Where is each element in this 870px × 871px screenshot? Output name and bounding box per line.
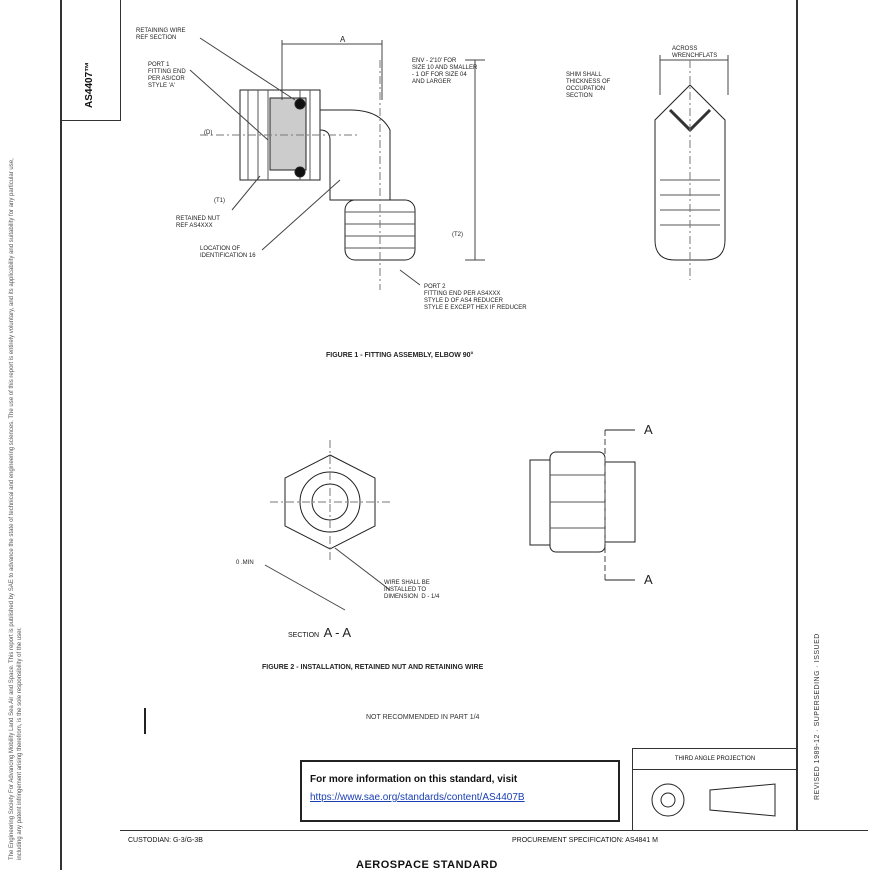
fig2-arrow-label-bottom: A: [644, 572, 653, 587]
fig1-label-location: LOCATION OF IDENTIFICATION 16: [200, 246, 256, 259]
fig1-label-t1: (T1): [214, 198, 225, 204]
fig1-label-t2: (T2): [452, 232, 463, 238]
fig2-centerlines: [270, 440, 390, 560]
fig2-label-dim: 0 .MIN: [236, 560, 254, 566]
fig1-end-threads: [660, 180, 720, 225]
projection-title: THIRD ANGLE PROJECTION: [633, 749, 797, 770]
fig2-leaders: [265, 548, 390, 610]
fig2-side-flats: [550, 475, 605, 528]
note-not-recommended: NOT RECOMMENDED IN PART 1/4: [366, 714, 480, 721]
fig2-label-wire-shall: WIRE SHALL BE INSTALLED TO DIMENSION D - 1/4: [384, 580, 440, 600]
figure1-caption: FIGURE 1 - FITTING ASSEMBLY, ELBOW 90°: [326, 352, 474, 359]
aerospace-standard-title: AEROSPACE STANDARD: [356, 859, 498, 871]
figure2-caption: FIGURE 2 - INSTALLATION, RETAINED NUT AND RETAINING WIRE: [262, 664, 484, 671]
fig2-side-left: [530, 460, 550, 545]
doc-number: AS4407™: [84, 61, 95, 108]
fig1-label-retaining-wire: RETAINING WIRE REF SECTION: [136, 28, 186, 41]
more-info-text: For more information on this standard, visit: [310, 774, 518, 785]
fig2-side-right: [605, 462, 635, 542]
fig1-label-port1: PORT 1 FITTING END PER AS/COR STYLE 'A': [148, 62, 186, 89]
procurement-text: PROCUREMENT SPECIFICATION: AS4841 M: [512, 837, 658, 844]
fig1-elbow-body: [320, 110, 390, 200]
left-notice-text: The Engineering Society For Advancing Mobility Land Sea Air and Space. This report is published by SAE to advance the state of technical and engineering sciences. The use of this report is entirely voluntary, and its applicability and suitability for any particular use, including any patent infringement arising therefrom, is the sole responsibility of the user.: [9, 158, 23, 860]
fig2-section-label: [288, 624, 351, 642]
fig1-label-dim-a: A: [340, 35, 346, 44]
fig1-label-across-flats: ACROSS WRENCHFLATS: [672, 46, 718, 59]
fig2-section-id: A - A: [323, 625, 352, 640]
fig2-section-prefix: SECTION: [288, 632, 320, 639]
fig1-wire-dot-bottom: [295, 167, 305, 177]
projection-box: [632, 748, 797, 831]
custodian-text: CUSTODIAN: G-3/G-3B: [128, 837, 203, 844]
fig2-section-arrows: [605, 430, 635, 580]
fig1-label-retained-nut: RETAINED NUT REF AS4XXX: [176, 216, 220, 229]
more-info-link[interactable]: https://www.sae.org/standards/content/AS4407B: [310, 792, 525, 803]
revision-text: REVISED 1989-12 · SUPERSEDING · ISSUED: [814, 633, 821, 800]
title-block: [120, 830, 868, 871]
fig1-label-env: ENV - 2'10' FOR SIZE 10 AND SMALLER - 1 OF FOR SIZE 04 AND LARGER: [412, 58, 478, 85]
fig1-label-port2: PORT 2 FITTING END PER AS4XXX STYLE D OF AS4 REDUCER STYLE E EXCEPT HEX IF REDUCER: [424, 284, 527, 311]
fig1-label-shim: SHIM SHALL THICKNESS OF OCCUPATION SECTION: [566, 72, 611, 99]
more-info-box: [300, 760, 620, 822]
fig1-dim-a-line: [282, 40, 382, 100]
fig1-label-d1: (D): [204, 130, 213, 136]
fig1-dim-vertical: [465, 60, 485, 260]
fig1-wire-dot-top: [295, 99, 305, 109]
fig2-arrow-label-top: A: [644, 422, 653, 437]
